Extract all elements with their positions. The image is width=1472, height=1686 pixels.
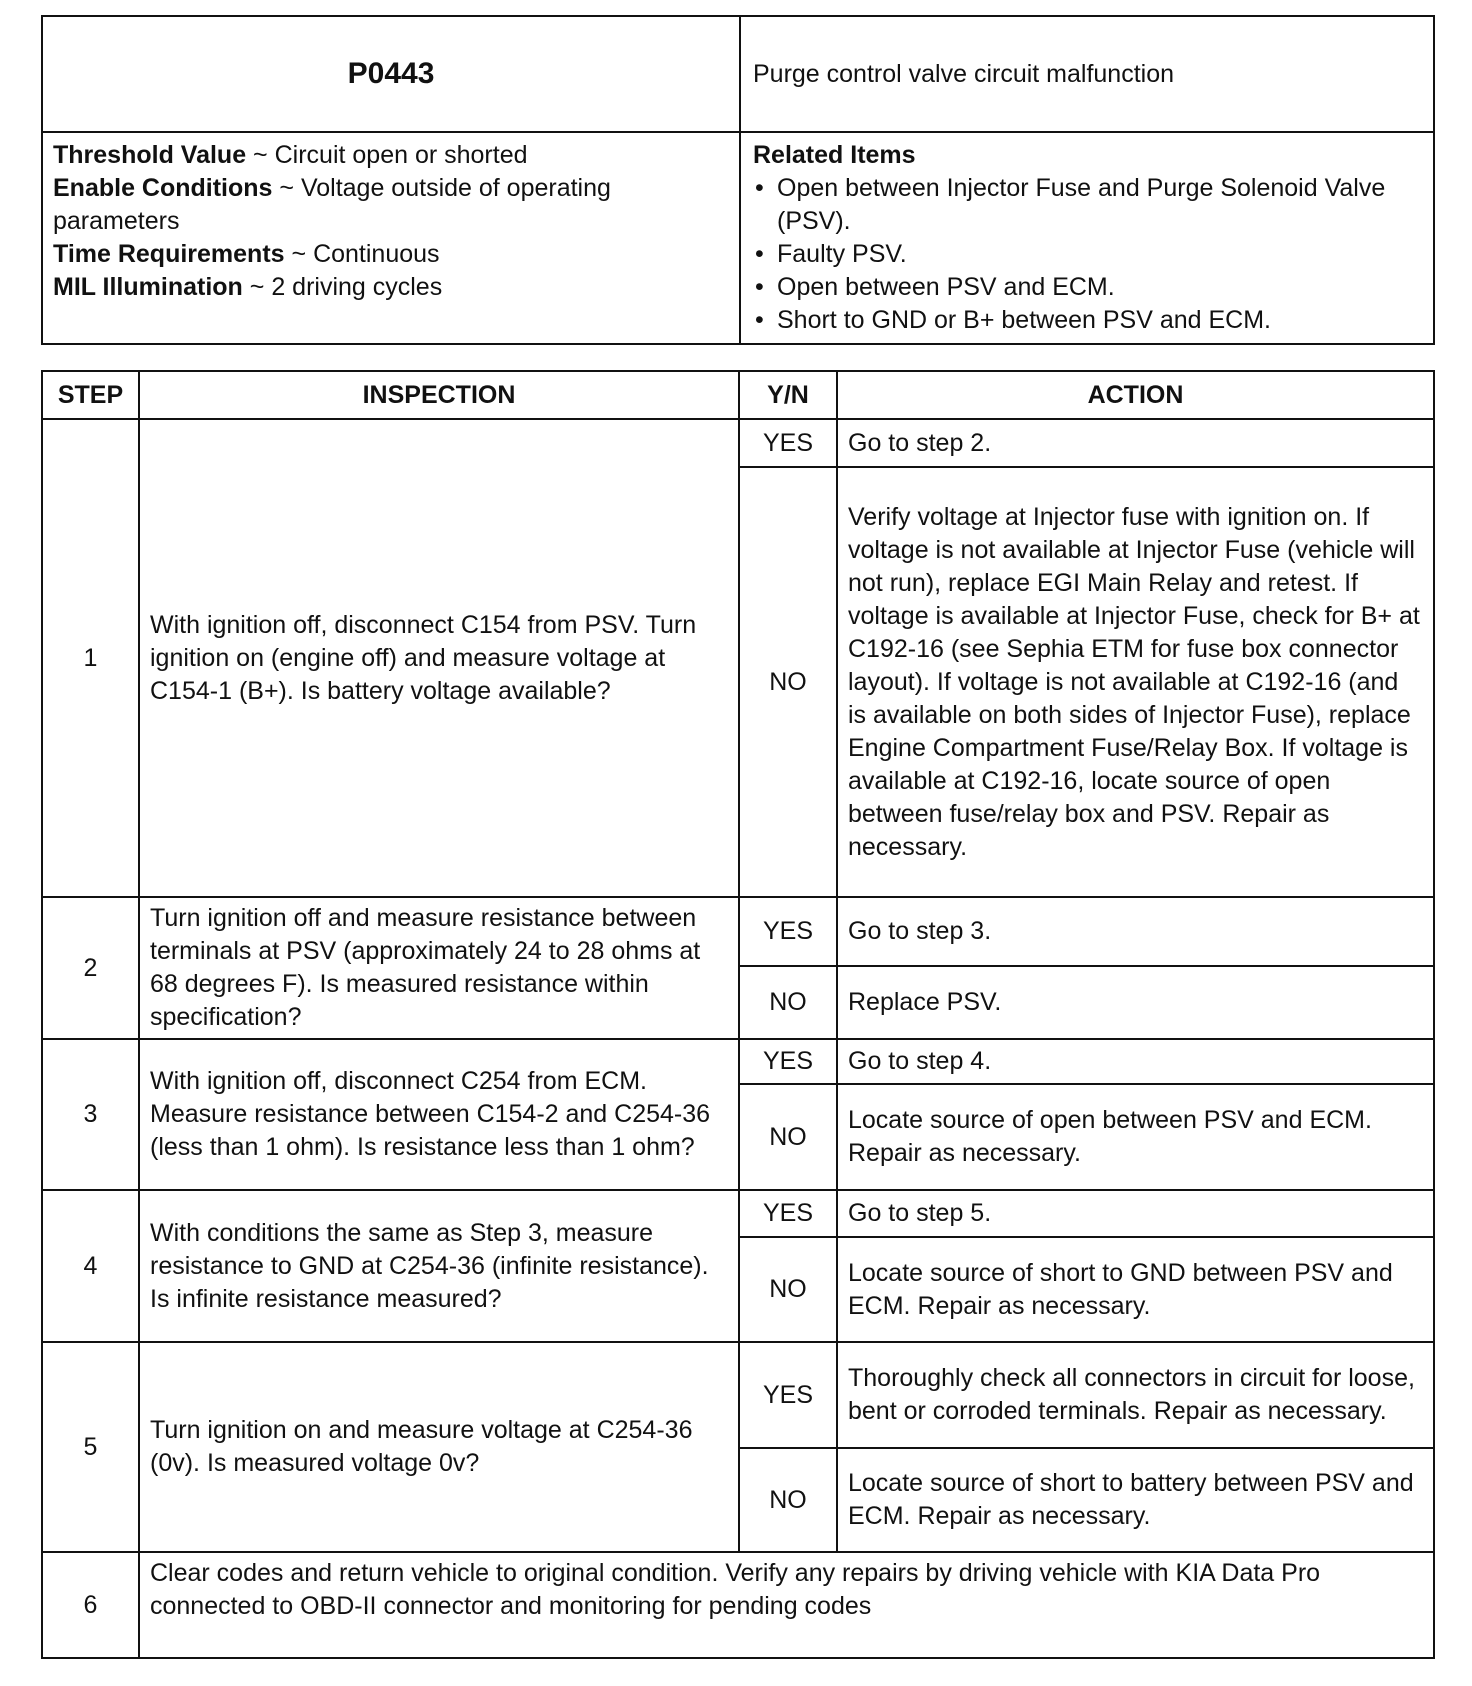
condition-label: Time Requirements xyxy=(53,240,285,268)
no-label: NO xyxy=(739,966,837,1039)
step-number: 6 xyxy=(42,1552,139,1658)
no-action: Verify voltage at Injector fuse with ignition on. If voltage is not available at Injector Fuse (vehicle will not run), replace EGI Main Relay and retest. If voltage is available at Injector Fuse, check for B+ at C192-16 (see Sephia ETM for fuse box connector layout). If voltage is not available at C192-16 (and is available on both sides of Injector Fuse), replace Engine Compartment Fuse/Relay Box. If voltage is available at C192-16, locate source of open between fuse/relay box and PSV. Repair as necessary. xyxy=(837,467,1434,897)
related-item: • Open between PSV and ECM. xyxy=(753,271,1423,304)
yes-label: YES xyxy=(739,1342,837,1448)
table-header-row xyxy=(42,371,1434,419)
yes-label: YES xyxy=(739,897,837,966)
no-action: Locate source of short to battery between PSV and ECM. Repair as necessary. xyxy=(837,1448,1434,1552)
condition-text: Circuit open or shorted xyxy=(274,141,528,169)
diagnostic-steps-table xyxy=(41,370,1435,1659)
yes-label: YES xyxy=(739,1039,837,1084)
yes-action: Go to step 2. xyxy=(837,419,1434,467)
column-header-inspection: INSPECTION xyxy=(139,371,739,419)
condition-text: Continuous xyxy=(313,240,440,268)
related-item: • Short to GND or B+ between PSV and ECM. xyxy=(753,304,1423,337)
condition-text: Voltage outside of operating parameters xyxy=(53,174,611,235)
related-items-cell xyxy=(740,132,1434,344)
condition-mil-illumination xyxy=(53,271,729,304)
condition-label: Threshold Value xyxy=(53,141,247,169)
related-items-list xyxy=(753,172,1423,337)
yes-action: Thoroughly check all connectors in circuit for loose, bent or corroded terminals. Repair as necessary. xyxy=(837,1342,1434,1448)
table-row xyxy=(42,1552,1434,1658)
no-action: Locate source of short to GND between PSV and ECM. Repair as necessary. xyxy=(837,1237,1434,1342)
related-item: • Faulty PSV. xyxy=(753,238,1423,271)
conditions-cell xyxy=(42,132,740,344)
column-header-action: ACTION xyxy=(837,371,1434,419)
step-number: 1 xyxy=(42,419,139,897)
table-row xyxy=(42,897,1434,966)
column-header-yn: Y/N xyxy=(739,371,837,419)
condition-threshold-value xyxy=(53,139,729,172)
step-inspection: With ignition off, disconnect C254 from ECM. Measure resistance between C154-2 and C254-36 (less than 1 ohm). Is resistance less than 1 ohm? xyxy=(139,1039,739,1190)
yes-label: YES xyxy=(739,1190,837,1237)
yes-action: Go to step 5. xyxy=(837,1190,1434,1237)
condition-enable-conditions xyxy=(53,172,729,238)
step-number: 5 xyxy=(42,1342,139,1552)
no-action: Replace PSV. xyxy=(837,966,1434,1039)
dtc-header-table xyxy=(41,15,1435,345)
no-label: NO xyxy=(739,467,837,897)
condition-separator: ~ xyxy=(246,141,275,169)
yes-action: Go to step 4. xyxy=(837,1039,1434,1084)
related-item: • Open between Injector Fuse and Purge Solenoid Valve (PSV). xyxy=(753,172,1423,238)
no-label: NO xyxy=(739,1084,837,1190)
no-label: NO xyxy=(739,1237,837,1342)
step-number: 4 xyxy=(42,1190,139,1342)
condition-label: MIL Illumination xyxy=(53,273,243,301)
no-label: NO xyxy=(739,1448,837,1552)
condition-label: Enable Conditions xyxy=(53,174,273,202)
condition-separator: ~ xyxy=(242,273,272,301)
condition-text: 2 driving cycles xyxy=(271,273,443,301)
yes-label: YES xyxy=(739,419,837,467)
condition-time-requirements xyxy=(53,238,729,271)
table-row xyxy=(42,419,1434,467)
dtc-code: P0443 xyxy=(42,16,740,132)
yes-action: Go to step 3. xyxy=(837,897,1434,966)
condition-separator: ~ xyxy=(284,240,314,268)
table-row xyxy=(42,1342,1434,1448)
step-inspection: With ignition off, disconnect C154 from PSV. Turn ignition on (engine off) and measure voltage at C154-1 (B+). Is battery voltage available? xyxy=(139,419,739,897)
step-number: 3 xyxy=(42,1039,139,1190)
table-row xyxy=(42,1039,1434,1084)
step-inspection: Turn ignition off and measure resistance between terminals at PSV (approximately 24 to 28 ohms at 68 degrees F). Is measured resistance within specification? xyxy=(139,897,739,1039)
step-inspection: Turn ignition on and measure voltage at C254-36 (0v). Is measured voltage 0v? xyxy=(139,1342,739,1552)
no-action: Locate source of open between PSV and ECM. Repair as necessary. xyxy=(837,1084,1434,1190)
dtc-description: Purge control valve circuit malfunction xyxy=(740,16,1434,132)
related-items-title: Related Items xyxy=(753,141,916,169)
step-number: 2 xyxy=(42,897,139,1039)
column-header-step: STEP xyxy=(42,371,139,419)
step-inspection: With conditions the same as Step 3, measure resistance to GND at C254-36 (infinite resistance). Is infinite resistance measured? xyxy=(139,1190,739,1342)
condition-separator: ~ xyxy=(272,174,301,202)
final-step-text: Clear codes and return vehicle to original condition. Verify any repairs by driving vehicle with KIA Data Pro connected to OBD-II connector and monitoring for pending codes xyxy=(139,1552,1434,1658)
table-row xyxy=(42,1190,1434,1237)
